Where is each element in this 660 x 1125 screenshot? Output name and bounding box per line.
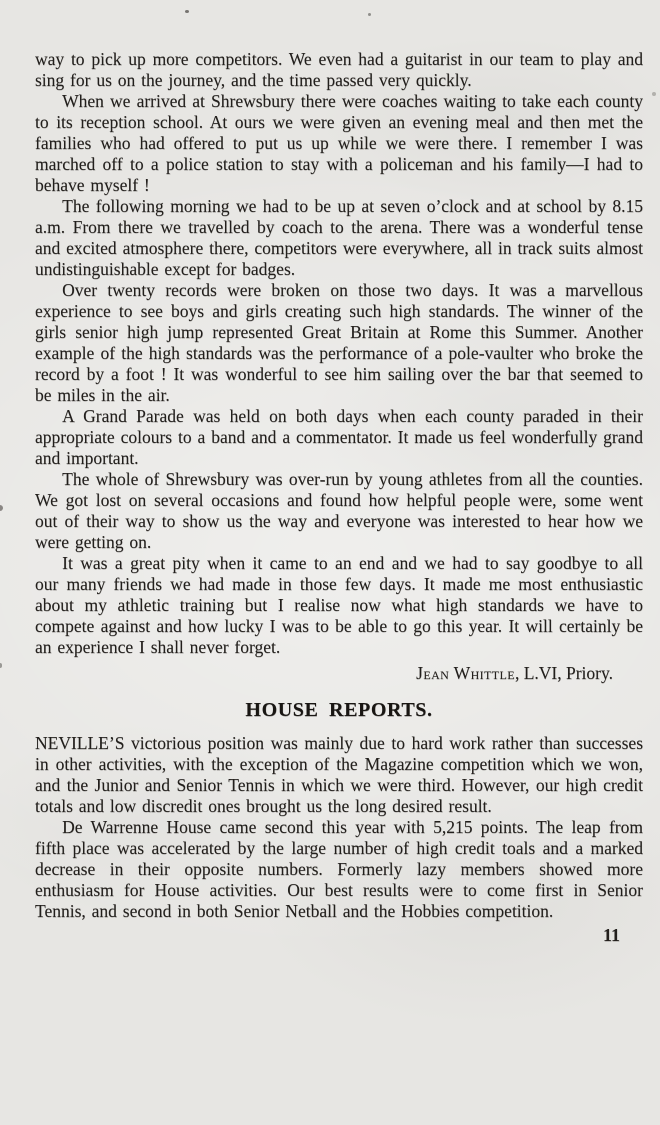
scan-speck — [652, 92, 656, 96]
article-paragraph: When we arrived at Shrewsbury there were coaches waiting to take each county to its reception school. At ours we were given an evening meal and then met the families who had offered to put us up while we were there. I remember I was marched off to a police station to stay with a policeman and his family—I had to behave myself ! — [35, 91, 643, 195]
article-paragraph: The whole of Shrewsbury was over-run by young athletes from all the counties. We got lost on several occasions and found how helpful people were, some went out of their way to show us the way and everyone was interested to hear how we were getting on. — [35, 469, 643, 552]
byline-author-name: Jean Whittle — [416, 663, 515, 683]
scan-speck — [185, 10, 189, 13]
house-report-paragraph-dewarrenne: De Warrenne House came second this year with 5,215 points. The leap from fifth place was accelerated by the large number of high credit toals and a marked decrease in their opposite numbers. Formerly lazy members showed more enthusiasm for House activities. Our best results were to come first in Senior Tennis, and second in both Senior Netball and the Hobbies competition. — [35, 817, 643, 921]
article-paragraph: The following morning we had to be up at seven o’clock and at school by 8.15 a.m. From there we travelled by coach to the arena. There was a wonderful tense and excited atmosphere there, competitors were everywhere, all in track suits almost undistinguishable except for badges. — [35, 196, 643, 279]
scan-speck — [0, 505, 3, 511]
article-paragraph: A Grand Parade was held on both days when each county paraded in their appropriate colours to a band and a commentator. It made us feel wonderfully grand and important. — [35, 406, 643, 468]
house-report-paragraph-neville: NEVILLE’S victorious position was mainly due to hard work rather than successes in other activities, with the exception of the Magazine competition which we won, and the Junior and Senior Tennis in which we were third. However, our high credit totals and low discredit ones brought us the long desired result. — [35, 733, 643, 816]
article-paragraph-continuation: way to pick up more competitors. We even had a guitarist in our team to play and sing for us on the journey, and the time passed very quickly. — [35, 49, 643, 90]
article-paragraph: It was a great pity when it came to an end and we had to say goodbye to all our many friends we had made in those few days. It made me most enthusiastic about my athletic training but I realise now what high standards we have to compete against and how lucky I was to be able to go this year. It will certainly be an experience I shall never forget. — [35, 553, 643, 657]
scan-speck — [0, 663, 2, 668]
page-number: 11 — [602, 925, 620, 945]
byline-author-detail: , L.VI, Priory. — [514, 663, 613, 683]
section-heading-house-reports: HOUSE REPORTS. — [245, 699, 433, 721]
scan-speck — [368, 13, 371, 16]
article-byline — [35, 663, 643, 684]
page-content — [35, 49, 643, 946]
article-paragraph: Over twenty records were broken on those two days. It was a marvellous experience to see boys and girls creating such high standards. The winner of the girls senior high jump represented Great Britain at Rome this Summer. Another example of the high standards was the performance of a pole-vaulter who broke the record by a foot ! It was wonderful to see him sailing over the bar that seemed to be miles in the air. — [35, 280, 643, 405]
